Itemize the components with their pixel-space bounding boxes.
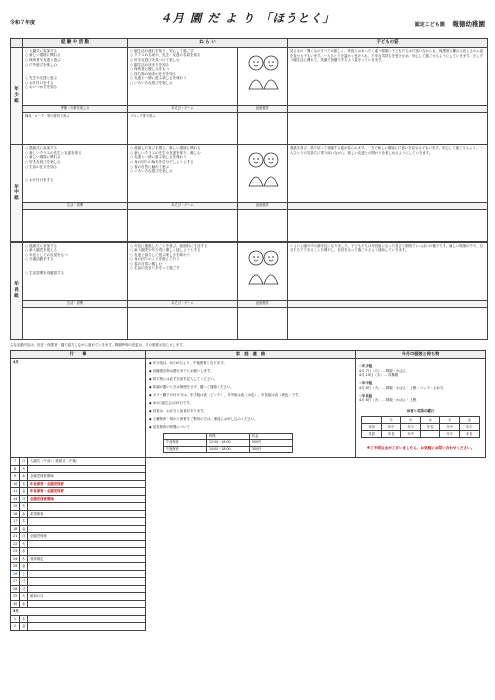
pe-english-cell: 月	[381, 416, 401, 423]
event-text	[28, 600, 146, 608]
aim-item: ○ 園生活の流れを知り、安心して過ごす	[130, 49, 235, 54]
aim-item: ○ 好きな遊びを見つけて楽しむ	[130, 58, 235, 63]
home-lines	[149, 361, 352, 429]
day-number: 23	[11, 548, 20, 556]
subhead: 季節・行事を楽しむ	[23, 105, 128, 112]
experience-item: ○ 新しい環境に慣れる	[25, 155, 125, 160]
day-number: 24	[11, 555, 20, 563]
weekday: 金	[20, 563, 28, 571]
pe-english-cell: 金	[459, 416, 479, 423]
aim-item: ○ 保育者に親しみをもつ	[130, 67, 235, 72]
weekday: 金	[20, 525, 28, 533]
subdata: 戦成・ロープ・等の遊具で遊ぶ	[23, 112, 128, 144]
children-illustration	[243, 148, 283, 190]
extended-care-cell: 12:00〜16:00	[207, 440, 250, 447]
class-blocks	[10, 47, 485, 340]
subhead: 生活・習慣	[23, 300, 128, 307]
class-age-label: 年長組	[11, 242, 23, 339]
home-header: 家 庭 連 絡	[146, 351, 356, 359]
subdata	[238, 307, 288, 339]
items-line: ☆年中組	[359, 381, 373, 386]
subhead: 絵画製作	[238, 203, 288, 210]
class-block	[10, 47, 488, 145]
weekday: 月	[20, 458, 28, 466]
weekday: 水	[20, 548, 28, 556]
experience-item: ○ 戸外遊びを楽しむ	[25, 63, 125, 68]
aim-item: ○ いろいろな遊びを楽しむ	[130, 81, 235, 86]
schedule-row	[11, 540, 486, 548]
pe-english-cell: 英語	[362, 430, 382, 437]
subdata	[238, 210, 288, 242]
items-line: 4月 10日（木）… 体操服	[359, 373, 399, 378]
aim-item: ○ 友達と一緒に遊ぶ楽しさを味わう	[130, 76, 235, 81]
weekday: 火	[20, 540, 28, 548]
event-text	[28, 548, 146, 556]
pe-english-cell: 年少	[401, 423, 421, 430]
extended-care-cell: 午後保育	[164, 446, 207, 453]
pe-english-cell: 年中	[381, 423, 401, 430]
event-text: 年長保育・全園児保育	[28, 480, 146, 488]
subhead: あそび・ゲーム	[128, 300, 238, 307]
schedule-row	[11, 488, 486, 496]
items-cell	[356, 358, 486, 457]
items-lines	[359, 364, 482, 403]
experience-item: ○ 保育者や友達と遊ぶ	[25, 58, 125, 63]
weekday: 木	[20, 518, 28, 526]
experience-cell	[23, 145, 128, 203]
subhead	[288, 203, 488, 210]
class-age-label: 年少組	[11, 47, 23, 144]
event-text: 全園児保育開始	[28, 495, 146, 503]
schedule-row	[11, 600, 486, 608]
event-text	[28, 525, 146, 533]
class-block	[10, 144, 488, 242]
event-text: 入園式（午前）・進級式（午後）	[28, 458, 146, 466]
illustration-cell	[238, 47, 288, 105]
day-number: 8	[11, 465, 20, 473]
event-text	[28, 623, 146, 631]
children-description: 進級を喜び、張り切って登園する姿が見られます。一方で新しい環境に戸惑いを見せる子もいます。安心して過ごせるよう、一人ひとりの気持ちに寄り添いながら、新しい友達との関わりを楽しめるようにしていきます。	[288, 145, 488, 203]
illustration-cell	[238, 242, 288, 300]
home-contact-line: ◆ カラー帽子の付け方は、年少組は表（ピンク）、年中組は表（水色）、年長組は表（黄色）です。	[149, 392, 302, 397]
subhead: あそび・ゲーム	[128, 203, 238, 210]
pe-english-table	[361, 416, 479, 438]
weekday: 金	[20, 623, 28, 631]
schedule-row	[11, 623, 486, 631]
day-number: 14	[11, 495, 20, 503]
aim-item: ○ 園生活の決まりを知る	[130, 63, 235, 68]
home-contact-line: ◆ 体調が悪いときは無理をせず、園へご連絡ください。	[149, 384, 234, 389]
newsletter-header	[10, 8, 485, 38]
experience-item: ○ 好きな遊びを楽しむ	[25, 160, 125, 165]
day-number: 10	[11, 480, 20, 488]
event-text: 昭和の日	[28, 593, 146, 601]
schedule-row	[11, 525, 486, 533]
day-number: 27	[11, 578, 20, 586]
schedule-table	[10, 350, 486, 630]
weekday: 火	[20, 465, 28, 473]
event-text	[28, 585, 146, 593]
aims-cell	[128, 145, 238, 203]
subdata	[288, 307, 488, 339]
weekday: 月	[20, 533, 28, 541]
schedule-row	[11, 578, 486, 586]
school-name	[415, 20, 485, 28]
subdata	[23, 307, 128, 339]
schedule-row	[11, 503, 486, 511]
weekday: 水	[20, 510, 28, 518]
experience-item: ○ 新入園児を迎える	[25, 248, 125, 253]
experience-header: 経 験 や 活 動	[23, 39, 128, 48]
extended-care-cell: 500円	[250, 440, 293, 447]
pe-english-cell: 年長	[420, 423, 440, 430]
event-text	[28, 465, 146, 473]
weekday: 日	[20, 578, 28, 586]
schedule-row	[11, 563, 486, 571]
aim-item: ○ 生活の決まりを守って過ごす	[130, 266, 235, 271]
pe-english-cell	[362, 416, 382, 423]
items-line: 4月 7日（月）… 制服・かばん	[359, 368, 407, 373]
schedule-row	[11, 533, 486, 541]
experience-item: ○ 新しい環境に慣れる	[25, 53, 125, 58]
schedule-row	[11, 473, 486, 481]
event-text: 年長保育・全園児保育	[28, 488, 146, 496]
pe-english-cell: 火	[401, 416, 421, 423]
day-number: 2	[11, 623, 20, 631]
day-number: 22	[11, 540, 20, 548]
weekday: 木	[20, 555, 28, 563]
schedule-row	[11, 555, 486, 563]
day-number: 29	[11, 593, 20, 601]
pe-english-cell: 年長	[459, 430, 479, 437]
day-number: 28	[11, 585, 20, 593]
pe-english-cell: 年中	[401, 430, 421, 437]
schedule-row	[11, 593, 486, 601]
experience-item: ○ 生活習慣を再確認する	[25, 271, 125, 276]
aim-item: ○ 進級した喜びを感じ、新しい環境に慣れる	[130, 146, 235, 151]
extended-care-cell: 14:00〜18:00	[207, 446, 250, 453]
day-number: 21	[11, 533, 20, 541]
day-number: 26	[11, 570, 20, 578]
pe-english-cell: 水	[420, 416, 440, 423]
items-header: 今月の服装と持ち物	[356, 351, 486, 359]
newsletter-title: ４月 園 だ よ り 「ほうとく」	[159, 11, 336, 25]
experience-cell	[23, 47, 128, 105]
aim-item: ○ 友達と一緒に遊ぶ楽しさを味わう	[130, 155, 235, 160]
notice-text: 主な活動内容は、担任・保護者・園で協力しながら進めていきます。降園時刻の変更は、その都度お知らせします。	[10, 342, 186, 347]
event-text	[28, 518, 146, 526]
event-text	[28, 563, 146, 571]
aim-item: ○ 新入園児や年少児に優しく接しようとする	[130, 248, 235, 253]
subdata	[238, 112, 288, 144]
class-age-label: 年中組	[11, 145, 23, 242]
children-illustration	[243, 246, 283, 288]
weekday: 水	[20, 600, 28, 608]
event-header: 行 事	[11, 351, 146, 359]
school-title: 報徳幼稚園	[452, 20, 485, 28]
extended-care-cell: 300円	[250, 446, 293, 453]
day-number: 9	[11, 473, 20, 481]
experience-item: ○ 年長としての自覚をもつ	[25, 253, 125, 258]
items-line: ☆年長組	[359, 393, 373, 398]
experience-cell	[23, 242, 128, 300]
experience-item: ○ 生活の仕方を知る	[25, 165, 125, 170]
subhead: 絵画製作	[238, 300, 288, 307]
subhead: 絵画製作	[238, 105, 288, 112]
items-line: 4月 8日（火）… 制服・かばん・上靴	[359, 398, 417, 403]
day-number: 17	[11, 518, 20, 526]
aim-item: ○ 持ち物の始末の仕方を知る	[130, 72, 235, 77]
aim-item: ○ 新しいクラスの先生や友達を知り、親しむ	[130, 151, 235, 156]
experience-item: ○ 新しいクラスの先生と友達を知る	[25, 151, 125, 156]
aim-item: ○ 身の回りのことを進んで行う	[130, 257, 235, 262]
fiscal-year: 令和７年度	[10, 20, 36, 26]
aim-item: ○ 年長に進級したことを喜び、意欲的に生活する	[130, 244, 235, 249]
day-number: 15	[11, 503, 20, 511]
day-number: 18	[11, 525, 20, 533]
day-number: 16	[11, 510, 20, 518]
experience-item: ○ おいつか方を知る	[25, 85, 125, 90]
extended-care-table	[163, 433, 293, 454]
schedule-row	[11, 465, 486, 473]
event-text: 全園児保育	[28, 533, 146, 541]
home-contact-line: ◆ 持ち物には必ず名前を記入してください。	[149, 376, 218, 381]
event-text: 全園児保育開始	[28, 473, 146, 481]
weekday: 水	[20, 473, 28, 481]
aims-header: ね ら い	[128, 39, 288, 48]
pe-english-cell: 体育	[362, 423, 382, 430]
extended-care-cell: 料金	[250, 433, 293, 440]
subdata	[288, 210, 488, 242]
schedule-row	[11, 480, 486, 488]
weekday: 月	[20, 585, 28, 593]
pe-english-cell: 木	[440, 416, 460, 423]
event-text	[28, 540, 146, 548]
aims-cell	[128, 242, 238, 300]
event-text	[28, 578, 146, 586]
weekday: 月	[20, 495, 28, 503]
experience-item: ○ 当番活動をする	[25, 257, 125, 262]
bottom-note: ※ご不明な点がございましたら、お気軽にお問い合わせください。	[366, 445, 475, 450]
event-text	[28, 615, 146, 623]
class-block	[10, 242, 488, 340]
event-text: 身体測定	[28, 555, 146, 563]
home-contact-line: ◆ 昼食は、お弁当と給食があります。	[149, 408, 207, 413]
pe-english-cell: 年長	[381, 430, 401, 437]
pe-english-cell: 年少	[440, 430, 460, 437]
schedule-row	[11, 548, 486, 556]
month-label: 4月	[11, 358, 146, 457]
home-contact-line: ◆ 延長保育の時間について	[149, 424, 190, 429]
aim-item: ○ クラスの名前や、先生・友達の名前を知る	[130, 53, 235, 58]
day-number: 1	[11, 615, 20, 623]
children-description: 見るもの・聞くものすべてが新しく、家庭とはまったく違う環境に子どもたちは戸惑いながらも、保護者と離れる寂しさから涙を見せる子もいます。一人ひとりを温かく受け入れ、不安な気持ちを受け止め、安心して過ごせるようにしていきます。少しずつ園生活に慣れて、笑顔で登園できるよう見守っていきます。	[288, 47, 488, 105]
experience-item: ○ 進級式に参加する	[25, 244, 125, 249]
schedule-row	[11, 458, 486, 466]
pe-english-cell: 年中	[440, 423, 460, 430]
aim-item: ○ 身の回りの始末を自分でしようとする	[130, 160, 235, 165]
aim-item: ○ 春の自然に触れて遊ぶ	[130, 165, 235, 170]
home-contact-line: ◆ 土曜保育・預かり保育をご利用の方は、事前にお申し込みください。	[149, 416, 258, 421]
event-text: 希望保育	[28, 510, 146, 518]
aim-item: ○ いろいろな遊びを楽しむ	[130, 169, 235, 174]
weekday: 金	[20, 488, 28, 496]
may-label: 5月	[11, 608, 146, 616]
school-kind: 認定こども園	[414, 22, 445, 28]
day-number: 7	[11, 458, 20, 466]
children-illustration	[243, 51, 283, 93]
home-contact-line: ◆ 各種提出物は期日までにお願いします。	[149, 368, 214, 373]
weekday: 木	[20, 480, 28, 488]
subhead	[288, 105, 488, 112]
day-number: 25	[11, 563, 20, 571]
items-line: 4月 8日（火）… 制服・かばん・上靴・コップ・お弁当	[359, 385, 444, 390]
experience-item: ○ お片付けをする	[25, 178, 125, 183]
extended-care-cell: 時間	[207, 433, 250, 440]
subhead: 生活・習慣	[23, 203, 128, 210]
experience-item: ○ 入園式に参加する	[25, 49, 125, 54]
items-line: ☆年少組	[359, 363, 373, 368]
schedule-row	[11, 495, 486, 503]
pe-english-title: 体育と英語の曜日	[406, 409, 435, 414]
subdata	[128, 307, 238, 339]
aim-item: ○ 友達と協力して遊ぶ楽しさを味わう	[130, 253, 235, 258]
children-description: いよいよ園の中の最年長になりました。子どもたちは年長組になった喜びと期待でいっぱいの様子です。新しい環境の中で、自分たちでできることを増やし、自信をもって過ごせるよう援助していきます。	[288, 242, 488, 300]
day-number: 30	[11, 600, 20, 608]
subhead: あそび・ゲーム	[128, 105, 238, 112]
weekday: 木	[20, 615, 28, 623]
schedule-row	[11, 570, 486, 578]
pe-english-cell: 年少	[459, 423, 479, 430]
schedule-row	[11, 518, 486, 526]
weekday: 火	[20, 503, 28, 511]
event-text	[28, 570, 146, 578]
event-text	[28, 503, 146, 511]
subdata	[128, 210, 238, 242]
aims-cell	[128, 47, 238, 105]
experience-item: ○ お片付けをする	[25, 81, 125, 86]
home-contact-cell	[146, 358, 356, 457]
experience-item: ○ 先生や友達と遊ぶ	[25, 76, 125, 81]
children-header: 子どもの姿	[288, 39, 488, 48]
illustration-cell	[238, 145, 288, 203]
subhead	[288, 300, 488, 307]
subdata	[288, 112, 488, 144]
schedule-rows	[11, 458, 486, 631]
home-contact-line: ◆ 4月の誕生会は25日です。	[149, 400, 193, 405]
extended-care-cell: 午前保育	[164, 440, 207, 447]
subdata	[23, 210, 128, 242]
weekday: 火	[20, 593, 28, 601]
experience-item: ○ 進級式に参加する	[25, 146, 125, 151]
schedule-row	[11, 585, 486, 593]
home-contact-line: ◆ 年少組は、4月10日より、午後保育となります。	[149, 360, 227, 365]
pe-english-cell	[420, 430, 440, 437]
aim-item: ○ 春の自然に親しむ	[130, 262, 235, 267]
subdata: ブロック等で遊ぶ	[128, 112, 238, 144]
schedule-row	[11, 615, 486, 623]
weekday: 土	[20, 570, 28, 578]
schedule-row	[11, 510, 486, 518]
day-number: 11	[11, 488, 20, 496]
